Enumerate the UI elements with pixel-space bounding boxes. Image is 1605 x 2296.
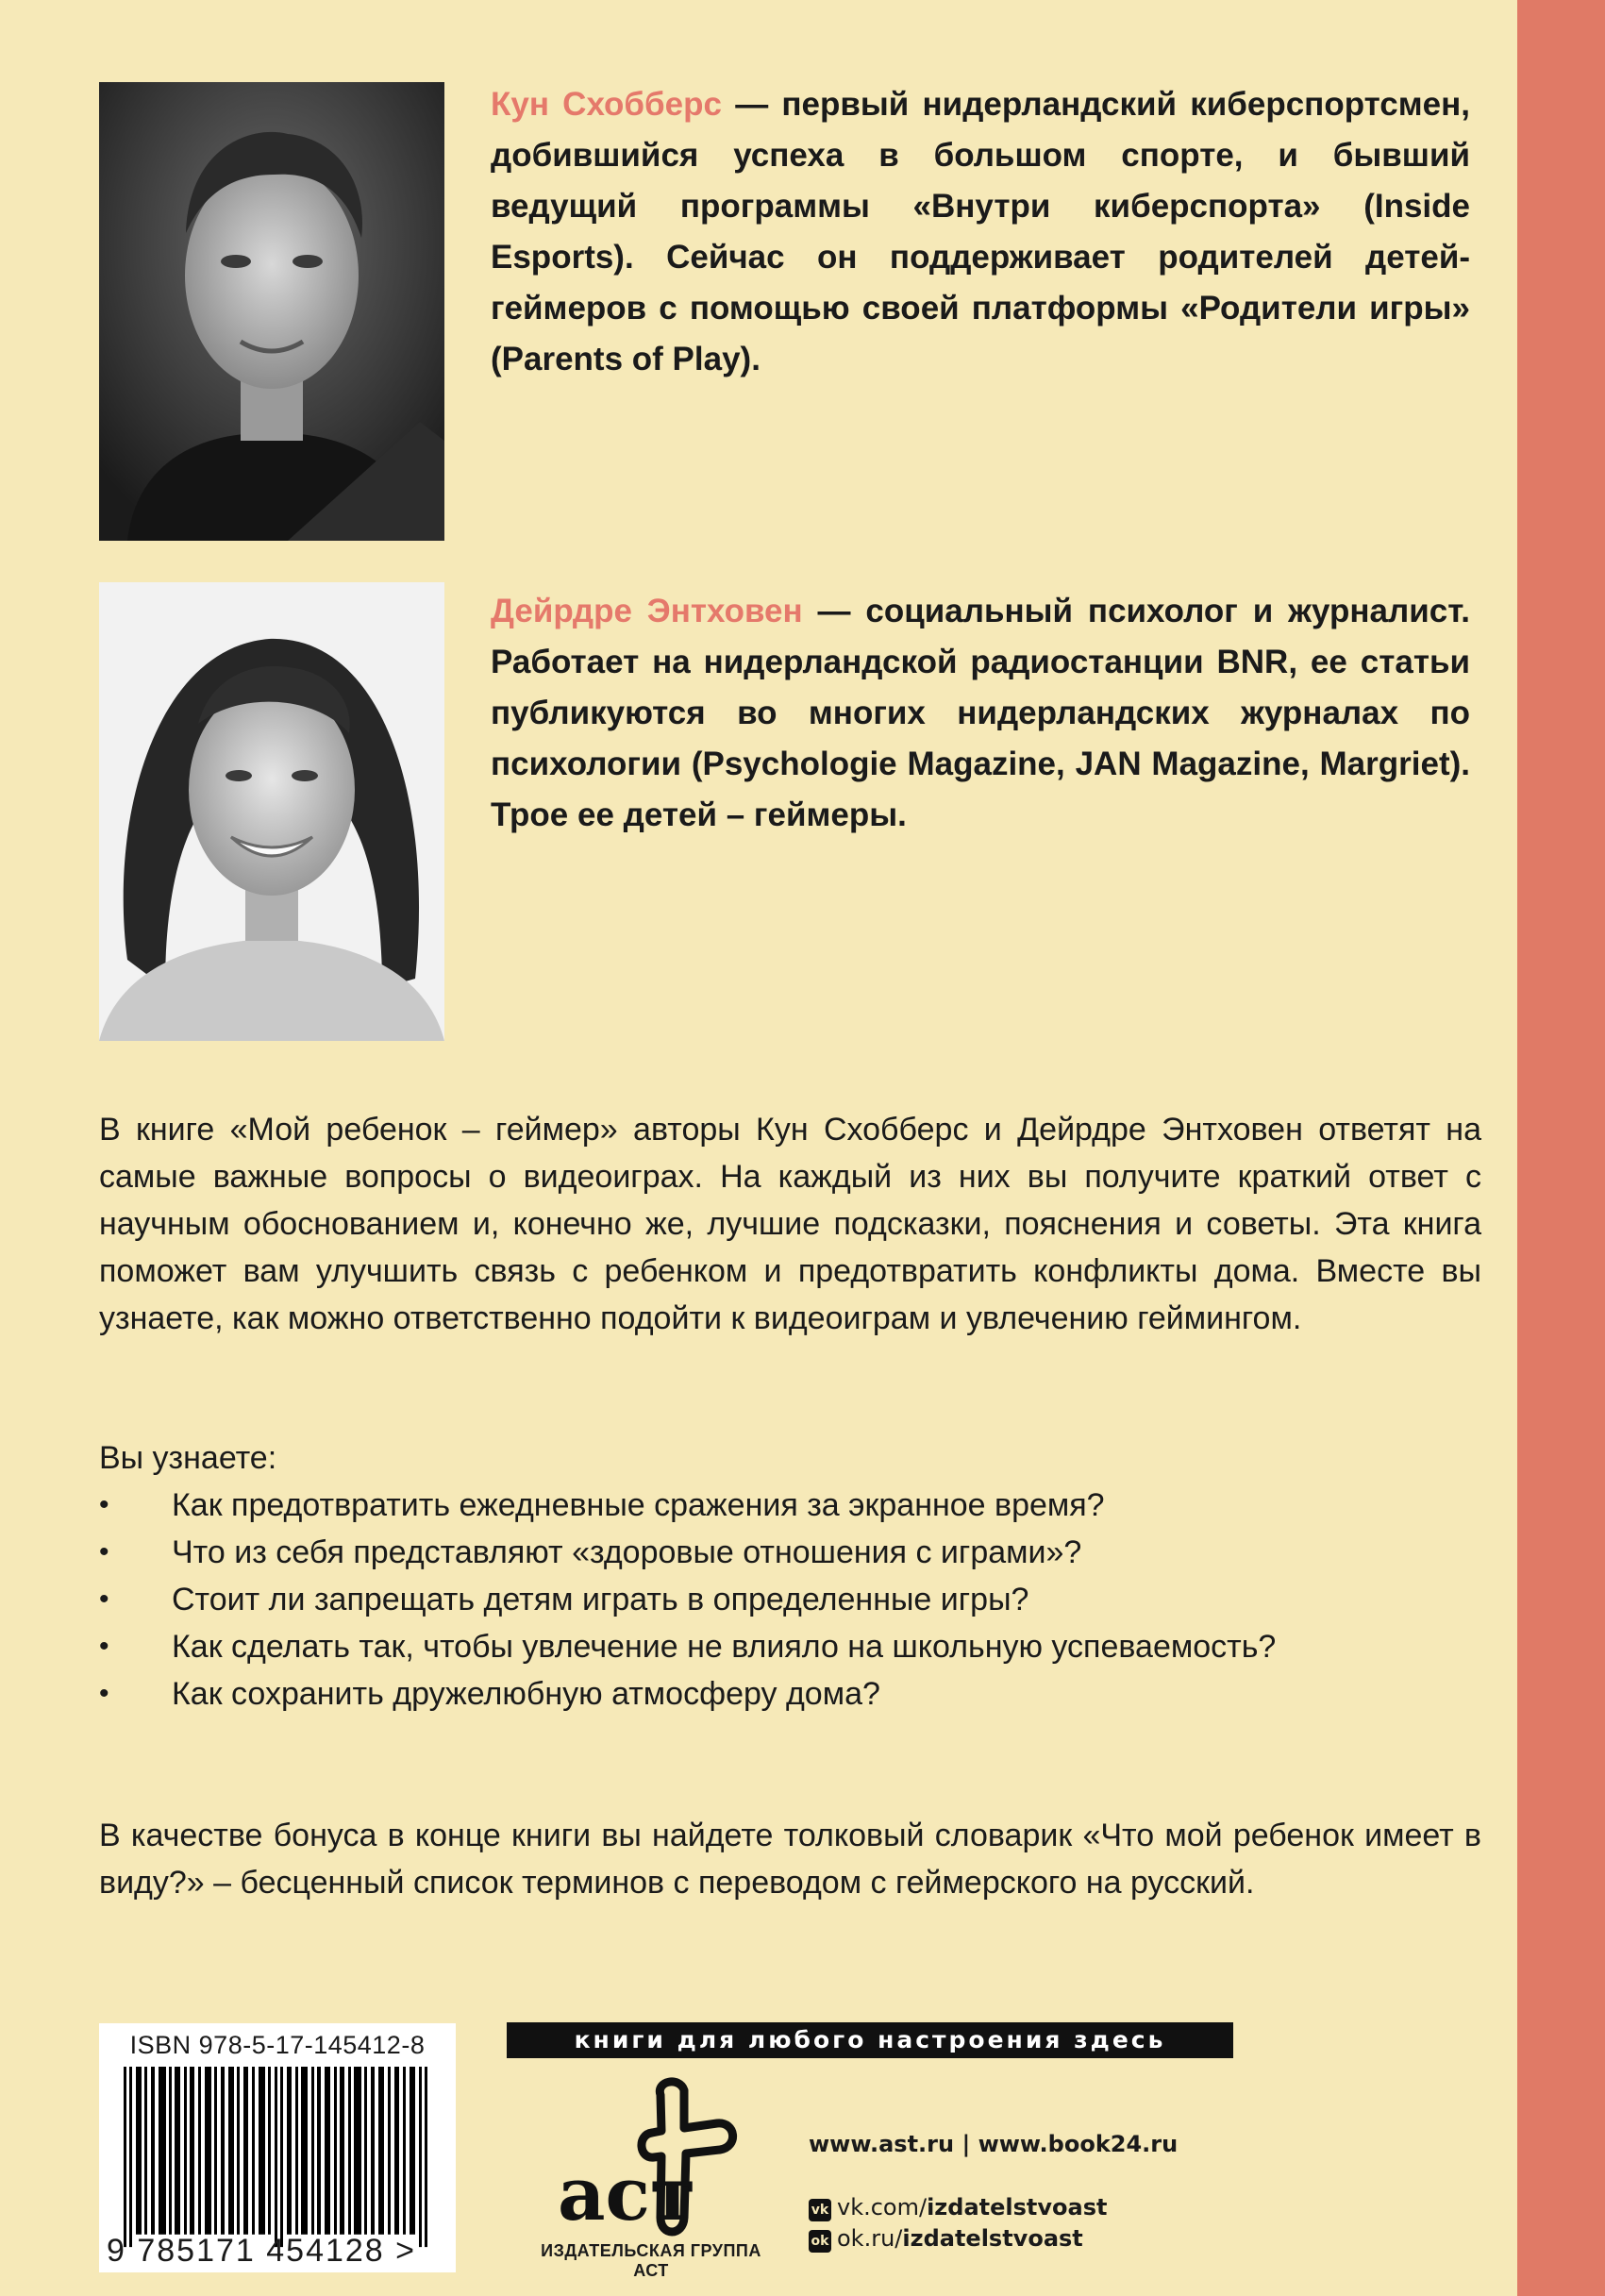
ok-prefix: ok.ru/ [837, 2225, 903, 2252]
svg-text:аст: аст [558, 2152, 696, 2237]
ast-logo-icon [552, 2076, 745, 2241]
learn-list [99, 1482, 1481, 1718]
list-item [99, 1576, 1481, 1623]
book-description: В книге «Мой ребенок – геймер» авторы Кун Схобберс и Дейрдре Энтховен ответят на самые важные вопросы о видеоиграх. На каждый из них вы получите краткий ответ с научным обоснованием и, конечно же, лучшие подсказки, пояснения и советы. Эта книга поможет вам улучшить связь с ребенком и предотвратить конфликты дома. Вместе вы узнаете, как можно ответственно подойти к видеоиграм и увлечению геймингом. [99, 1112, 1481, 1336]
isbn-label: ISBN 978-5-17-145412-8 [129, 2031, 426, 2059]
ok-handle: izdatelstvoast [902, 2225, 1083, 2252]
publisher-slogan: книги для любого настроения здесь [507, 2022, 1233, 2058]
list-item [99, 1623, 1481, 1670]
author-bio-text-1: — первый нидерландский киберспортсмен, добившийся успеха в большом спорте, и бывший ведущий программы «Внутри киберспорта» (Inside Esports). Сейчас он поддерживает родителей детей-геймеров с помощью своей платформы «Родители игры» (Parents of Play). [491, 86, 1470, 377]
learn-intro: Вы узнаете: [99, 1440, 277, 1476]
isbn-digits: 9 785171 454128 > [107, 2233, 417, 2269]
publisher-websites[interactable]: www.ast.ru | www.book24.ru [809, 2131, 1179, 2157]
ok-icon: ok [809, 2230, 831, 2253]
cover-edge-stripe [1517, 0, 1605, 2296]
vk-prefix: vk.com/ [837, 2194, 928, 2221]
barcode-icon [120, 2067, 437, 2255]
author-bio-1 [491, 79, 1470, 385]
list-item [99, 1529, 1481, 1576]
bonus-paragraph: В качестве бонуса в конце книги вы найдете толковый словарик «Что мой ребенок имеет в виду?» – бесценный список терминов с переводом с геймерского на русский. [99, 1818, 1481, 1901]
author-bio-2 [491, 586, 1470, 841]
list-item-text: Как предотвратить ежедневные сражения за экранное время? [172, 1487, 1105, 1523]
author-photo-1 [99, 82, 444, 541]
author-bio-text-2: — социальный психолог и журналист. Работает на нидерландской радиостанции BNR, ее статьи публикуются во многих нидерландских журналах по психологии (Psychologie Magazine, JAN Magazine, Margriet). Трое ее детей – геймеры. [491, 593, 1470, 833]
ok-link[interactable] [809, 2225, 1083, 2253]
list-item-text: Стоит ли запрещать детям играть в определенные игры? [172, 1582, 1029, 1617]
author-photo-2 [99, 582, 444, 1041]
author-name-1: Кун Схобберс [491, 86, 722, 123]
publisher-caption: ИЗДАТЕЛЬСКАЯ ГРУППА АСТ [541, 2241, 761, 2280]
vk-handle: izdatelstvoast [927, 2194, 1108, 2221]
list-item [99, 1482, 1481, 1529]
list-item-text: Что из себя представляют «здоровые отношения с играми»? [172, 1534, 1082, 1570]
bullet-icon: • [99, 1631, 109, 1662]
vk-link[interactable] [809, 2194, 1107, 2221]
list-item-text: Как сделать так, чтобы увлечение не влияло на школьную успеваемость? [172, 1629, 1277, 1665]
list-item [99, 1670, 1481, 1718]
bullet-icon: • [99, 1536, 109, 1567]
list-item-text: Как сохранить дружелюбную атмосферу дома? [172, 1676, 880, 1712]
author-name-2: Дейрдре Энтховен [491, 593, 803, 629]
bullet-icon: • [99, 1584, 109, 1615]
isbn-barcode-box [99, 2023, 456, 2272]
bullet-icon: • [99, 1489, 109, 1520]
bullet-icon: • [99, 1678, 109, 1709]
vk-icon: vk [809, 2199, 831, 2221]
